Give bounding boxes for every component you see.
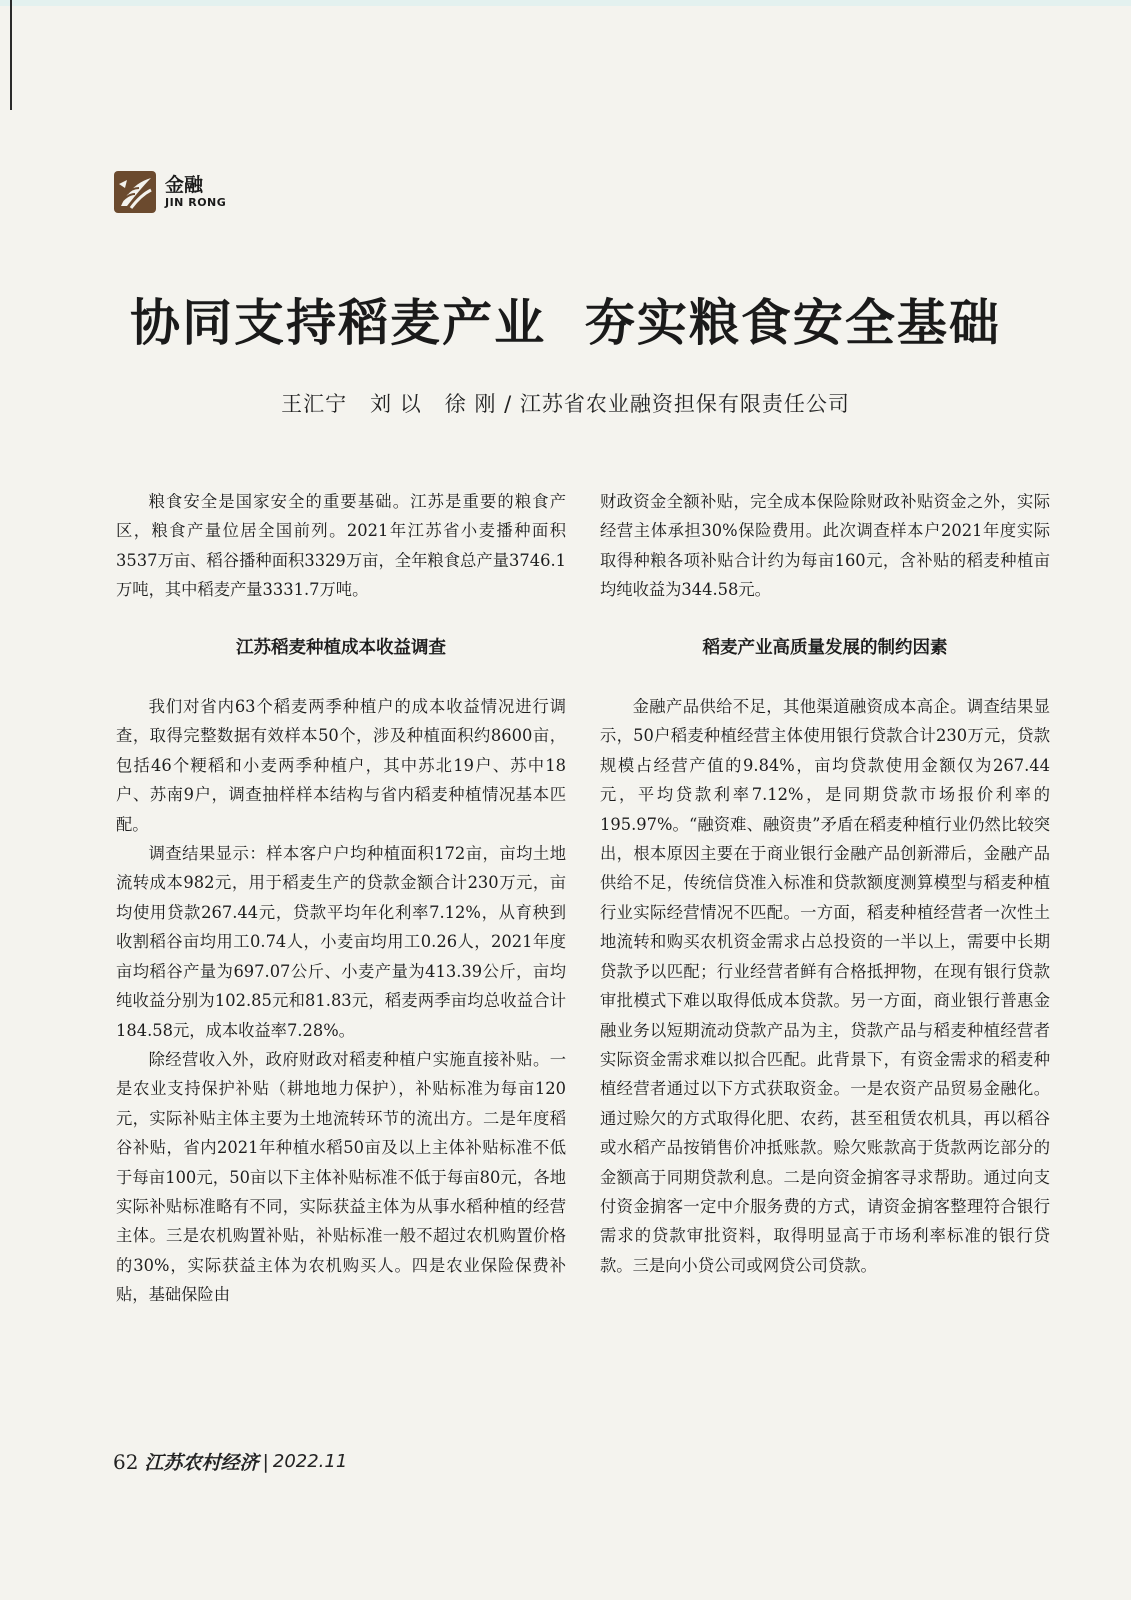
article-title: 协同支持稻麦产业 夯实粮食安全基础 bbox=[130, 294, 1001, 352]
paragraph: 财政资金全额补贴，完全成本保险除财政补贴资金之外，实际经营主体承担30%保险费用。此次调查样本户2021年度实际取得种粮各项补贴合计约为每亩160元，含补贴的稻麦种植亩均纯收益为344.58元。 bbox=[600, 492, 1050, 600]
top-edge-strip bbox=[0, 0, 1131, 6]
magazine-name: 江苏农村经济 bbox=[144, 1452, 259, 1474]
paragraph: 我们对省内63个稻麦两季种植户的成本收益情况进行调查，取得完整数据有效样本50个，涉及种植面积约8600亩，包括46个粳稻和小麦两季种植户，其中苏北19户、苏中18户、苏南9户，调查抽样样本结构与省内稻麦种植情况基本匹配。 bbox=[116, 697, 566, 834]
paragraph: 粮食安全是国家安全的重要基础。江苏是重要的粮食产区，粮食产量位居全国前列。2021年江苏省小麦播种面积3537万亩、稻谷播种面积3329万亩，全年粮食总产量3746.1万吨，其中稻麦产量3331.7万吨。 bbox=[116, 492, 566, 600]
paragraph: 调查结果显示：样本客户户均种植面积172亩，亩均土地流转成本982元，用于稻麦生产的贷款金额合计230万元，亩均使用贷款267.44元，贷款平均年化利率7.12%，从育秧到收割稻谷亩均用工0.74人，小麦亩均用工0.26人，2021年度亩均稻谷产量为697.07公斤、小麦产量为413.39公斤，亩均纯收益分别为102.85元和81.83元，稻麦两季亩均总收益合计184.58元，成本收益率7.28%。 bbox=[116, 844, 566, 1040]
issue-number: 2022.11 bbox=[272, 1451, 348, 1472]
right-column bbox=[600, 487, 1050, 1280]
footer-separator: | bbox=[262, 1450, 269, 1473]
section-name-cn: 金融 bbox=[165, 174, 204, 196]
left-column bbox=[116, 487, 566, 1310]
section-tag bbox=[113, 170, 226, 214]
wheat-leaf-logo-icon bbox=[113, 170, 157, 214]
section-heading: 稻麦产业高质量发展的制约因素 bbox=[702, 637, 948, 658]
page-footer bbox=[113, 1448, 347, 1475]
section-heading: 江苏稻麦种植成本收益调查 bbox=[236, 637, 446, 658]
scan-edge-line bbox=[10, 0, 12, 110]
article-byline: 王汇宁 刘 以 徐 刚 / 江苏省农业融资担保有限责任公司 bbox=[281, 392, 850, 416]
paragraph: 金融产品供给不足，其他渠道融资成本高企。调查结果显示，50户稻麦种植经营主体使用银行贷款合计230万元，贷款规模占经营产值的9.84%，亩均贷款使用金额仅为267.44元，平均贷款利率7.12%，是同期贷款市场报价利率的195.97%。“融资难、融资贵”矛盾在稻麦种植行业仍然比较突出，根本原因主要在于商业银行金融产品创新滞后，金融产品供给不足，传统信贷准入标准和贷款额度测算模型与稻麦种植行业实际经营情况不匹配。一方面，稻麦种植经营者一次性土地流转和购买农机资金需求占总投资的一半以上，需要中长期贷款予以匹配；行业经营者鲜有合格抵押物，在现有银行贷款审批模式下难以取得低成本贷款。另一方面，商业银行普惠金融业务以短期流动贷款产品为主，贷款产品与稻麦种植经营者实际资金需求难以拟合匹配。此背景下，有资金需求的稻麦种植经营者通过以下方式获取资金。一是农资产品贸易金融化。通过赊欠的方式取得化肥、农药，甚至租赁农机具，再以稻谷或水稻产品按销售价冲抵账款。赊欠账款高于货款两讫部分的金额高于同期贷款利息。二是向资金掮客寻求帮助。通过向支付资金掮客一定中介服务费的方式，请资金掮客整理符合银行需求的贷款审批资料，取得明显高于市场利率标准的银行贷款。三是向小贷公司或网贷公司贷款。 bbox=[600, 697, 1050, 1275]
section-name-en: JIN RONG bbox=[165, 196, 227, 209]
paragraph: 除经营收入外，政府财政对稻麦种植户实施直接补贴。一是农业支持保护补贴（耕地地力保护），补贴标准为每亩120元，实际补贴主体主要为土地流转环节的流出方。二是年度稻谷补贴，省内2021年种植水稻50亩及以上主体补贴标准不低于每亩100元，50亩以下主体补贴标准不低于每亩80元，各地实际补贴标准略有不同，实际获益主体为从事水稻种植的经营主体。三是农机购置补贴，补贴标准一般不超过农机购置价格的30%，实际获益主体为农机购买人。四是农业保险保费补贴，基础保险由 bbox=[116, 1049, 566, 1305]
page-number: 62 bbox=[113, 1449, 139, 1474]
